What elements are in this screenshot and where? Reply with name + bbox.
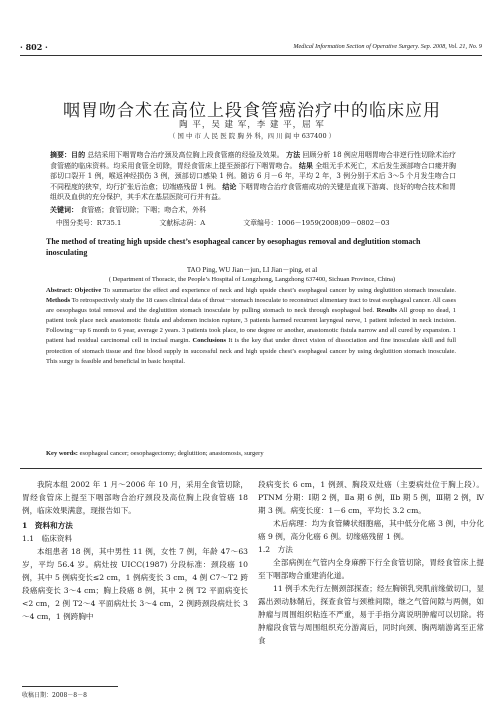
abstract-en	[46, 286, 456, 367]
abstract-cn-objective: 总结采用下咽胃吻合治疗颈及高位胸上段食管癌的经验及效果。	[87, 151, 284, 159]
keywords-en-label: Key words:	[46, 450, 78, 457]
abstract-en-methods-label: Methods	[46, 297, 71, 305]
abstract-en-conclusion: It is the key that under direct vision of dissociation and fine inosculate skill and full protection of stomach tissue and fine blood supply in successful neck and high upside chest’s esophageal cancer by using deglutition stomach inosculate. This surgy is feasible and beneficial in basic hospital.	[46, 337, 456, 365]
keywords-cn	[50, 205, 456, 216]
clc-number: 中图分类号：R735.1	[56, 219, 122, 227]
subsection-heading-1-2: 1.2 方法	[258, 545, 293, 554]
keywords-cn-text: 食管癌；食管切除；下咽；吻合术，外科	[80, 206, 207, 214]
abstract-cn-conclusion-label: 结论	[222, 181, 237, 191]
received-date: 收稿日期：2008－8－8	[22, 692, 87, 699]
pathology-paragraph: 术后病理：均为食管鳞状细胞癌，其中低分化癌 3 例，中分化癌 9 例，高分化癌 6 例。切缘癌残留 1 例。	[258, 519, 484, 541]
abstract-en-label: Abstract: Objective	[46, 287, 102, 294]
header-rule	[20, 55, 482, 56]
keywords-en-text: esophageal cancer; oesophagectomy; deglutition; anastomosis, surgery	[79, 450, 264, 457]
body-column-left	[22, 478, 248, 623]
method-paragraph-2: 11 例手术先行左侧颈部探查；经左胸锁乳突肌前缘做切口，显露出颈动脉鞘后，探查食管与颈椎间隙，继之气管间隙与两侧，如肿瘤与周围组织粘连不严重，易于手指分离说明肿瘤可以切除。将肿瘤段食管与周围组织充分游离后，同时向颈、胸两端游离至正常食	[258, 584, 484, 645]
section-heading-1: 1 资料和方法	[22, 521, 73, 530]
abstract-cn-results: 全组无手术死亡，术后发生颈部吻合口瘘并胸部切口裂开 1 例，喉返神经损伤 3 例，颈部切口感染 1 例。随访 6 月－6 年，平均 2 年，3 例分别于术后 3～5 个月发生吻合口不同程度的狭窄，均行扩张后治愈；切端癌残留 1 例。	[50, 161, 457, 191]
abstract-en-objective: To summarize the effect and experience of neck and high upside chest’s esophageal cancer by using deglutition stomach inosculate.	[103, 287, 456, 294]
abstract-cn	[50, 150, 456, 203]
intro-paragraph: 我院本组 2002 年 1 月～2006 年 10 月，采用全食管切除，胃经食管床上提至下咽部吻合治疗颈段及高位胸上段食管癌 18 例，临床效果满意，现报告如下。	[22, 480, 248, 515]
abstract-en-conclusion-label: Conclusions	[192, 337, 227, 345]
running-header	[20, 42, 482, 54]
clinical-data-paragraph: 本组患者 18 例，其中男性 11 例，女性 7 例，年龄 47～63 岁，平均 56.4 岁。病灶按 UICC(1987) 分段标准：颈段癌 10 例，其中 5 例病变长≤2 cm，1 例病变长 3 cm，4 例 C7～T2 跨段癌病变长 3～4 cm；胸上段癌 8 例，其中 2 例 T2 平面病变长 <2 cm，2 例 T2～4 平面病灶长 3～4 cm，2 例跨颈段病灶长 3～4 cm，1 例跨胸中	[22, 547, 248, 621]
affiliation-cn: （ 国 中 市 人 民 医 院 胸 外 科，四 川 阆 中 637400 ）	[168, 132, 336, 140]
article-number: 文章编号：1006－1959(2008)09－0802－03	[243, 219, 390, 227]
journal-citation: Medical Information Section of Operative Surgery. Sep. 2008, Vol. 21, No. 9	[293, 43, 482, 50]
abstract-cn-methods: 回顾分析 18 例应用咽胃吻合非逆行性切除术治疗食管癌的临床资料。均采用食管全切除，胃经食管床上提至颈部行下咽胃吻合。	[50, 151, 457, 170]
article-title-cn: 咽胃吻合术在高位上段食管癌治疗中的临床应用	[63, 101, 441, 121]
abstract-cn-label: 摘要：目的	[50, 150, 86, 159]
classification-line	[56, 217, 456, 227]
authors-en: TAO Ping, WU Jian－jun, LI Jian－ping, et al	[186, 266, 318, 274]
abstract-cn-methods-label: 方法	[286, 150, 301, 159]
document-code: 文献标志码：A	[159, 219, 206, 227]
article-title-en: The method of treating high upside chest’s esophageal cancer by oesophagus removal and deglutition stomach inosculating	[46, 237, 421, 257]
keywords-cn-label: 关键词：	[50, 205, 78, 214]
authors-cn: 陶 平，吴 建 军，李 建 平，屈 军	[179, 120, 325, 130]
method-paragraph-1: 全部病例在气管内全身麻醉下行全食管切除，胃经食管床上提至下咽部吻合重建消化道。	[258, 558, 484, 580]
keywords-en	[46, 450, 456, 457]
continued-paragraph: 段病变长 6 cm，1 例颈、胸段双灶癌（主要病灶位于胸上段）。PTNM 分期：Ⅰ期 2 例，Ⅱa 期 6 例，Ⅱb 期 5 例，Ⅲ期 2 例，Ⅳ期 3 例。病变长度：1－6 cm，平均长 3.2 cm。	[258, 480, 484, 515]
subsection-heading-1-1: 1.1 临床资料	[22, 534, 73, 543]
footnote-rule	[22, 686, 118, 687]
abstract-rule	[20, 468, 482, 469]
abstract-cn-results-label: 结果	[298, 160, 313, 170]
page-number: · 802 ·	[20, 42, 48, 52]
abstract-en-methods: To retrospectively study the 18 cases clinical data of throat－stomach inosculate to reconstruct alimentary tract to treat esophageal cancer. All cases are oesophagus total removal and the deglutition stomach inosculate by pulling stomach to neck through esophageal bed.	[46, 297, 456, 315]
body-column-right	[258, 478, 484, 647]
abstract-en-results: All group no dead, 1 patient took place neck anastomotic fistula and abdomen incision rupture, 3 patients harmed recurrent laryngeal nerve, 1 patient infected in neck incision. Following－up 6 month to 6 year, average 2 years. 3 patients took place, to one degree or another, anastomotic fistula narrow and all cured by expansion. 1 patient had residual carcinomal cell in incisal margin.	[46, 307, 456, 345]
abstract-en-results-label: Results	[376, 307, 397, 315]
affiliation-en: ( Department of Thoracic, the People’s Hospital of Longzhong, Langzhong 637400, Sichuan Province, China)	[108, 276, 396, 283]
abstract-cn-conclusion: 下咽胃吻合治疗食管癌成功的关键是直视下游离、良好的吻合技术和胃组织及血供的充分保护，其手术在基层医院可行并有益。	[50, 182, 457, 202]
